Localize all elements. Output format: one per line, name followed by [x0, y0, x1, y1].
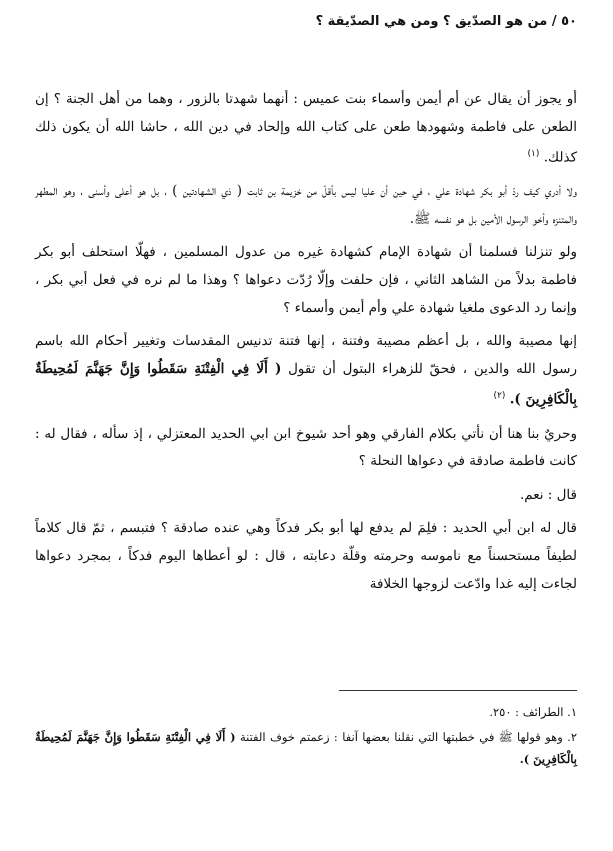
paragraph	[35, 86, 577, 172]
quran-verse: ( أَلَا فِي الْفِتْنَةِ سَقَطُوا وَإِنَّ جَهَنَّمَ لَمُحِيطَةٌ بِالْكَافِرِينَ ).	[35, 730, 577, 766]
paragraph-text: أو يجوز أن يقال عن أم أيمن وأسماء بنت عميس : أنهما شهدتا بالزور ، وهما من أهل الجنة ؟ إن الطعن على فاطمة وشهودها طعن على كتاب الله وإلحاد في دين الله ، حاشا الله أن يكون ذلك كذلك.	[35, 91, 577, 166]
footnote-ref: (١)	[527, 149, 540, 160]
paragraph-text: قال : نعم.	[519, 486, 577, 503]
paragraph-text: ولا أدري كيف ردّ أبو بكر شهادة علي ، في حين أن عليا ليس بأقلّ من خزيمة بن ثابت ( ذي الشهادتين ) ، بل هو أعلى وأسنى ، وهو المطهر والمتنزه وأخو الرسول الأمين بل هو نفسه ﷺ.	[35, 183, 577, 227]
footnote-ref: (٢)	[493, 391, 506, 402]
footnotes	[35, 701, 577, 773]
footnote	[35, 701, 577, 723]
paragraph	[35, 328, 577, 414]
paragraph	[35, 515, 577, 598]
paragraph	[35, 239, 577, 322]
footnote-divider	[339, 690, 577, 691]
quran-verse: ( أَلَا فِي الْفِتْنَةِ سَقَطُوا وَإِنَّ جَهَنَّمَ لَمُحِيطَةٌ بِالْكَافِرِينَ ).	[35, 360, 577, 408]
page-header-title: ٥٠ / من هو الصدّيق ؟ ومن هي الصدّيقة ؟	[315, 14, 577, 29]
paragraph	[35, 421, 577, 476]
paragraph-text: إنها مصيبة والله ، بل أعظم مصيبة وفتنة ، إنها فتنة تدنيس المقدسات وتغيير أحكام الله باسم رسول الله والدين ، فحقّ للزهراء البتول أن تقول	[35, 333, 577, 377]
footnote-text: ٢. وهو قولها ﷺ في خطبتها التي نقلنا بعضها آنفا : زعمتم خوف الفتنة	[239, 730, 577, 744]
paragraph-text: قال له ابن أبي الحديد : فلِمَ لم يدفع لها أبو بكر فدكاً وهي عنده صادقة ؟ فتبسم ، ثمّ قال كلاماً لطيفاً مستحسناً مع ناموسه وحرمته وقلّة دعابته ، قال : لو أعطاها اليوم فدكاً ، بمجرد دعواها لجاءت إليه غدا وادّعت لزوجها الخلافة	[35, 520, 577, 592]
footnote	[35, 726, 577, 770]
paragraph	[35, 482, 577, 510]
paragraph	[35, 178, 577, 233]
footnote-text: ١. الطرائف : ٢٥٠.	[489, 705, 577, 719]
paragraph-text: وحريٌ بنا هنا أن نأتي بكلام الفارقي وهو أحد شيوخ ابن ابي الحديد المعتزلي ، إذ سأله ، فقال له : كانت فاطمة صادقة في دعواها النحلة ؟	[35, 425, 577, 470]
page-header	[37, 14, 577, 29]
paragraph-text: ولو تنزلنا فسلمنا أن شهادة الإمام كشهادة غيره من عدول المسلمين ، فهلّا استحلف أبو بكر فاطمة بدلاً من الشاهد الثاني ، فإن حلفت وإلّا رُدّت دعواها ؟ وهذا ما لم نره في فعل أبي بكر ، وإنما رد الدعوى ملغيا شهادة علي وأم أيمن وأسماء ؟	[35, 244, 577, 316]
body-text	[35, 86, 577, 604]
